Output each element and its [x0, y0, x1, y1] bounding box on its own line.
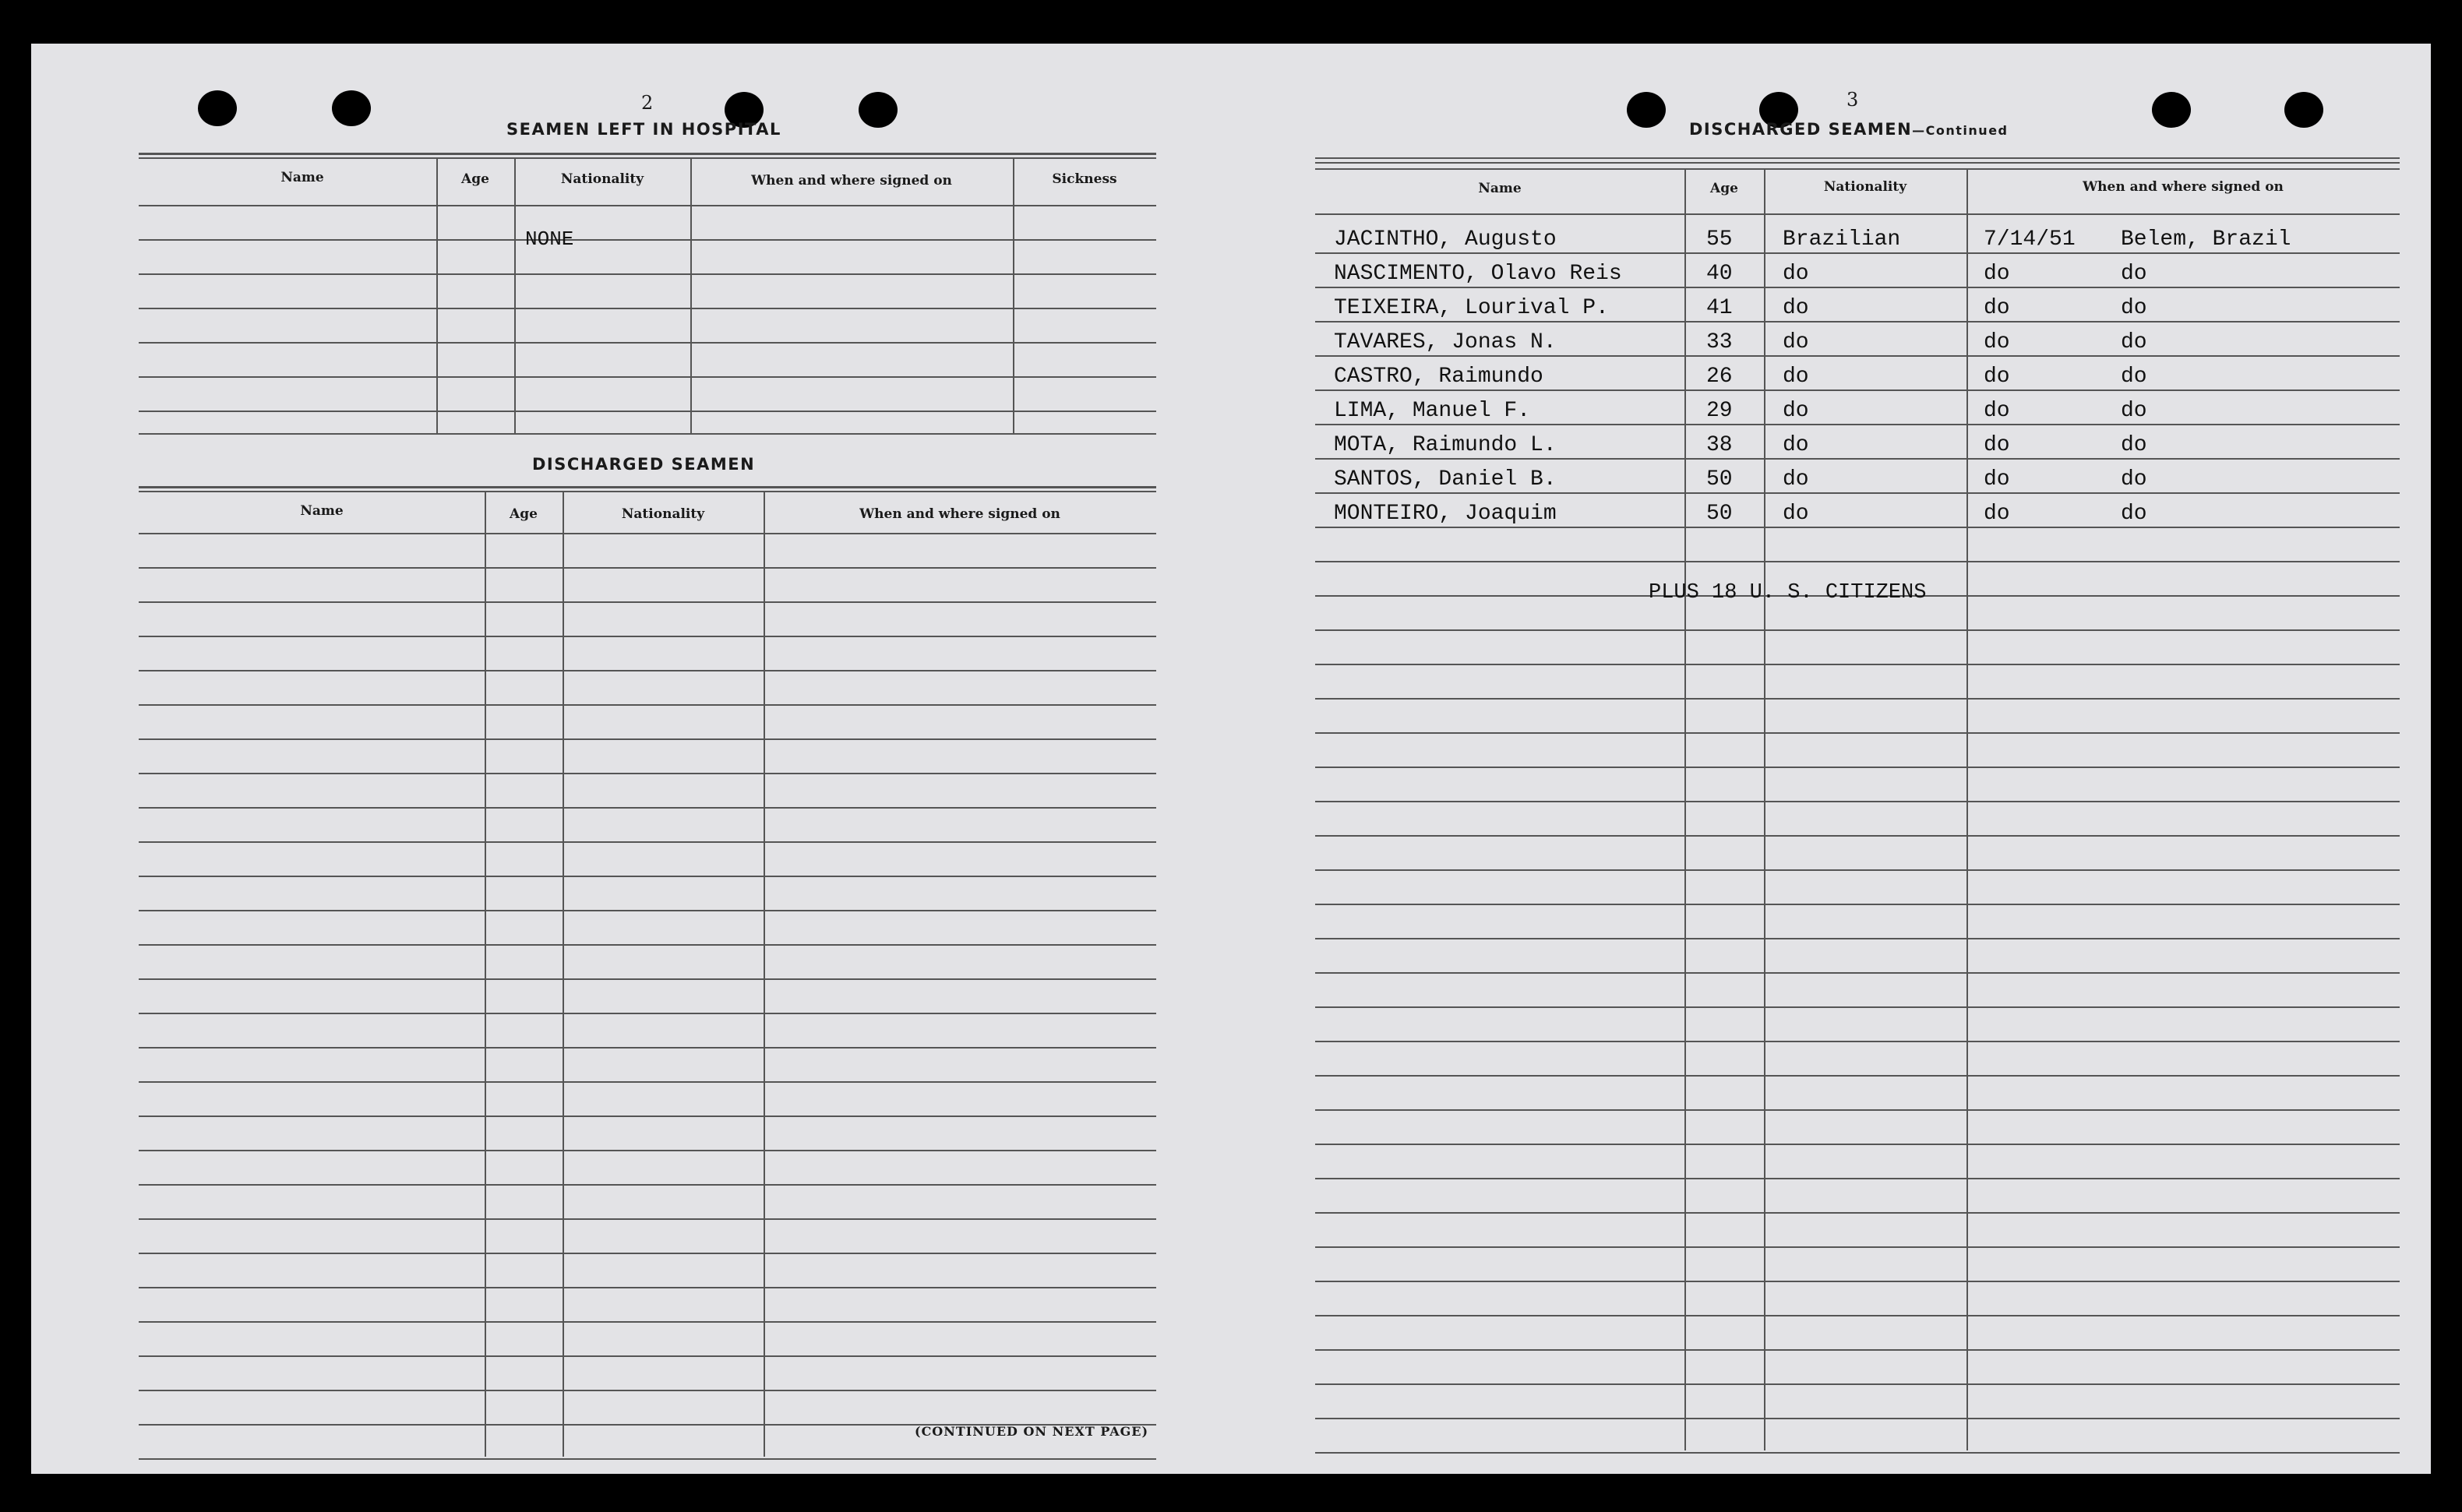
column-divider [764, 491, 765, 1457]
punch-hole [2152, 92, 2191, 128]
column-header-sickness: Sickness [1052, 171, 1117, 187]
table-rule [139, 491, 1156, 492]
column-header-when-where: When and where signed on [859, 506, 1060, 522]
punch-hole [1627, 92, 1666, 128]
seaman-nationality: do [1783, 433, 1809, 457]
right-section-title [1689, 120, 2009, 139]
table-rule [1315, 972, 2400, 974]
column-header-when-where: When and where signed on [751, 173, 952, 189]
table-rule [139, 308, 1156, 309]
table-rule [139, 153, 1156, 155]
table-rule [139, 1150, 1156, 1151]
seaman-nationality: Brazilian [1783, 227, 1901, 252]
table-rule [1315, 1246, 2400, 1248]
table-rule [139, 807, 1156, 809]
table-rule [1315, 458, 2400, 460]
signed-on-place: do [2121, 399, 2147, 423]
table-rule [1315, 1452, 2400, 1454]
signed-on-place: do [2121, 296, 2147, 320]
column-divider [1684, 168, 1686, 1450]
table-rule [139, 1321, 1156, 1323]
signed-on-place: do [2121, 262, 2147, 286]
signed-on-place: do [2121, 433, 2147, 457]
table-rule [1315, 801, 2400, 802]
seaman-name: MOTA, Raimundo L. [1334, 433, 1557, 457]
column-header-nationality: Nationality [1823, 179, 1907, 195]
table-rule [1315, 561, 2400, 562]
table-rule [139, 773, 1156, 774]
table-rule [1315, 1212, 2400, 1214]
seaman-name: LIMA, Manuel F. [1334, 399, 1531, 423]
column-divider [436, 157, 438, 433]
table-rule [1315, 698, 2400, 700]
table-rule [1315, 287, 2400, 288]
punch-hole [332, 90, 371, 126]
seaman-age: 41 [1706, 296, 1733, 320]
punch-hole [859, 92, 898, 128]
us-citizens-note: PLUS 18 U. S. CITIZENS [1649, 581, 1927, 604]
seaman-name: SANTOS, Daniel B. [1334, 467, 1557, 492]
seaman-nationality: do [1783, 330, 1809, 354]
table-rule [139, 1184, 1156, 1186]
signed-on-date: do [1984, 365, 2010, 389]
seaman-nationality: do [1783, 365, 1809, 389]
column-header-age: Age [510, 506, 538, 522]
table-rule [1315, 732, 2400, 734]
column-divider [485, 491, 486, 1457]
table-rule [139, 1013, 1156, 1014]
table-rule [139, 433, 1156, 435]
table-rule [1315, 835, 2400, 837]
table-rule [139, 239, 1156, 241]
table-rule [1315, 1144, 2400, 1145]
table-rule [1315, 767, 2400, 768]
table-rule [139, 841, 1156, 843]
table-rule [1315, 938, 2400, 939]
table-rule [139, 704, 1156, 706]
table-rule [139, 1355, 1156, 1357]
section-title-suffix: —Continued [1912, 123, 2009, 138]
table-rule [139, 978, 1156, 980]
seaman-nationality: do [1783, 262, 1809, 286]
table-rule [1315, 321, 2400, 322]
column-divider [1966, 168, 1968, 1450]
hospital-entry: NONE [525, 227, 574, 251]
table-rule [1315, 664, 2400, 665]
table-rule [139, 636, 1156, 637]
table-rule [139, 738, 1156, 740]
document-sheet [31, 44, 2431, 1474]
table-rule [139, 157, 1156, 159]
table-rule [1315, 527, 2400, 528]
seaman-age: 29 [1706, 399, 1733, 423]
column-header-name: Name [1478, 181, 1522, 196]
table-rule [1315, 1315, 2400, 1316]
signed-on-date: do [1984, 467, 2010, 492]
seaman-age: 50 [1706, 467, 1733, 492]
table-rule [1315, 1383, 2400, 1385]
signed-on-date: do [1984, 330, 2010, 354]
column-divider [1764, 168, 1765, 1450]
table-rule [1315, 1281, 2400, 1282]
column-divider [563, 491, 564, 1457]
table-rule [1315, 213, 2400, 215]
hospital-section-title: SEAMEN LEFT IN HOSPITAL [506, 120, 781, 139]
signed-on-place: do [2121, 330, 2147, 354]
signed-on-place: do [2121, 467, 2147, 492]
table-rule [139, 1115, 1156, 1117]
seaman-name: MONTEIRO, Joaquim [1334, 502, 1557, 526]
table-rule [1315, 252, 2400, 254]
seaman-age: 38 [1706, 433, 1733, 457]
seaman-age: 50 [1706, 502, 1733, 526]
column-header-nationality: Nationality [621, 506, 705, 522]
seaman-nationality: do [1783, 467, 1809, 492]
punch-hole [2284, 92, 2323, 128]
table-rule [1315, 162, 2400, 164]
seaman-age: 55 [1706, 227, 1733, 252]
seaman-name: CASTRO, Raimundo [1334, 365, 1543, 389]
table-rule [139, 1253, 1156, 1254]
column-header-name: Name [300, 503, 344, 519]
table-rule [1315, 904, 2400, 905]
table-rule [139, 567, 1156, 569]
signed-on-place: do [2121, 502, 2147, 526]
table-rule [139, 1287, 1156, 1288]
table-rule [1315, 869, 2400, 871]
table-rule [1315, 1109, 2400, 1111]
table-rule [1315, 168, 2400, 170]
continued-footer: (CONTINUED ON NEXT PAGE) [915, 1424, 1149, 1439]
seaman-age: 26 [1706, 365, 1733, 389]
table-rule [1315, 1418, 2400, 1419]
section-title-text: DISCHARGED SEAMEN [1689, 120, 1913, 139]
column-header-age: Age [1710, 181, 1738, 196]
seaman-nationality: do [1783, 502, 1809, 526]
seaman-age: 40 [1706, 262, 1733, 286]
column-header-name: Name [280, 170, 324, 185]
table-rule [1315, 424, 2400, 425]
table-rule [139, 486, 1156, 488]
table-rule [1315, 1075, 2400, 1077]
table-rule [139, 1458, 1156, 1460]
table-rule [139, 342, 1156, 344]
column-header-nationality: Nationality [560, 171, 644, 187]
table-rule [139, 601, 1156, 603]
page-number: 3 [1846, 89, 1859, 111]
seaman-age: 33 [1706, 330, 1733, 354]
signed-on-date: do [1984, 399, 2010, 423]
signed-on-date: do [1984, 262, 2010, 286]
signed-on-date: do [1984, 433, 2010, 457]
table-rule [1315, 1006, 2400, 1008]
punch-hole [198, 90, 237, 126]
column-divider [690, 157, 692, 433]
table-rule [139, 533, 1156, 534]
table-rule [1315, 1349, 2400, 1351]
column-header-age: Age [461, 171, 489, 187]
column-divider [514, 157, 516, 433]
table-rule [139, 876, 1156, 877]
table-rule [139, 944, 1156, 946]
table-rule [1315, 157, 2400, 159]
table-rule [1315, 629, 2400, 631]
column-header-when-where: When and where signed on [2083, 179, 2284, 195]
table-rule [1315, 389, 2400, 391]
table-rule [139, 1390, 1156, 1391]
table-rule [139, 205, 1156, 206]
signed-on-date: 7/14/51 [1984, 227, 2076, 252]
signed-on-date: do [1984, 502, 2010, 526]
table-rule [139, 376, 1156, 378]
table-rule [1315, 1178, 2400, 1179]
table-rule [1315, 1041, 2400, 1042]
signed-on-place: do [2121, 365, 2147, 389]
seaman-nationality: do [1783, 399, 1809, 423]
seaman-name: TAVARES, Jonas N. [1334, 330, 1557, 354]
page-number: 2 [641, 92, 654, 114]
table-rule [139, 411, 1156, 412]
table-rule [139, 910, 1156, 911]
discharged-section-title: DISCHARGED SEAMEN [532, 455, 756, 474]
table-rule [139, 670, 1156, 671]
column-divider [1013, 157, 1014, 433]
table-rule [139, 273, 1156, 275]
seaman-name: NASCIMENTO, Olavo Reis [1334, 262, 1622, 286]
table-rule [139, 1218, 1156, 1220]
seaman-name: TEIXEIRA, Lourival P. [1334, 296, 1609, 320]
signed-on-date: do [1984, 296, 2010, 320]
table-rule [139, 1081, 1156, 1083]
seaman-name: JACINTHO, Augusto [1334, 227, 1557, 252]
table-rule [1315, 355, 2400, 357]
table-rule [139, 1047, 1156, 1049]
table-rule [1315, 492, 2400, 494]
signed-on-place: Belem, Brazil [2121, 227, 2291, 252]
seaman-nationality: do [1783, 296, 1809, 320]
